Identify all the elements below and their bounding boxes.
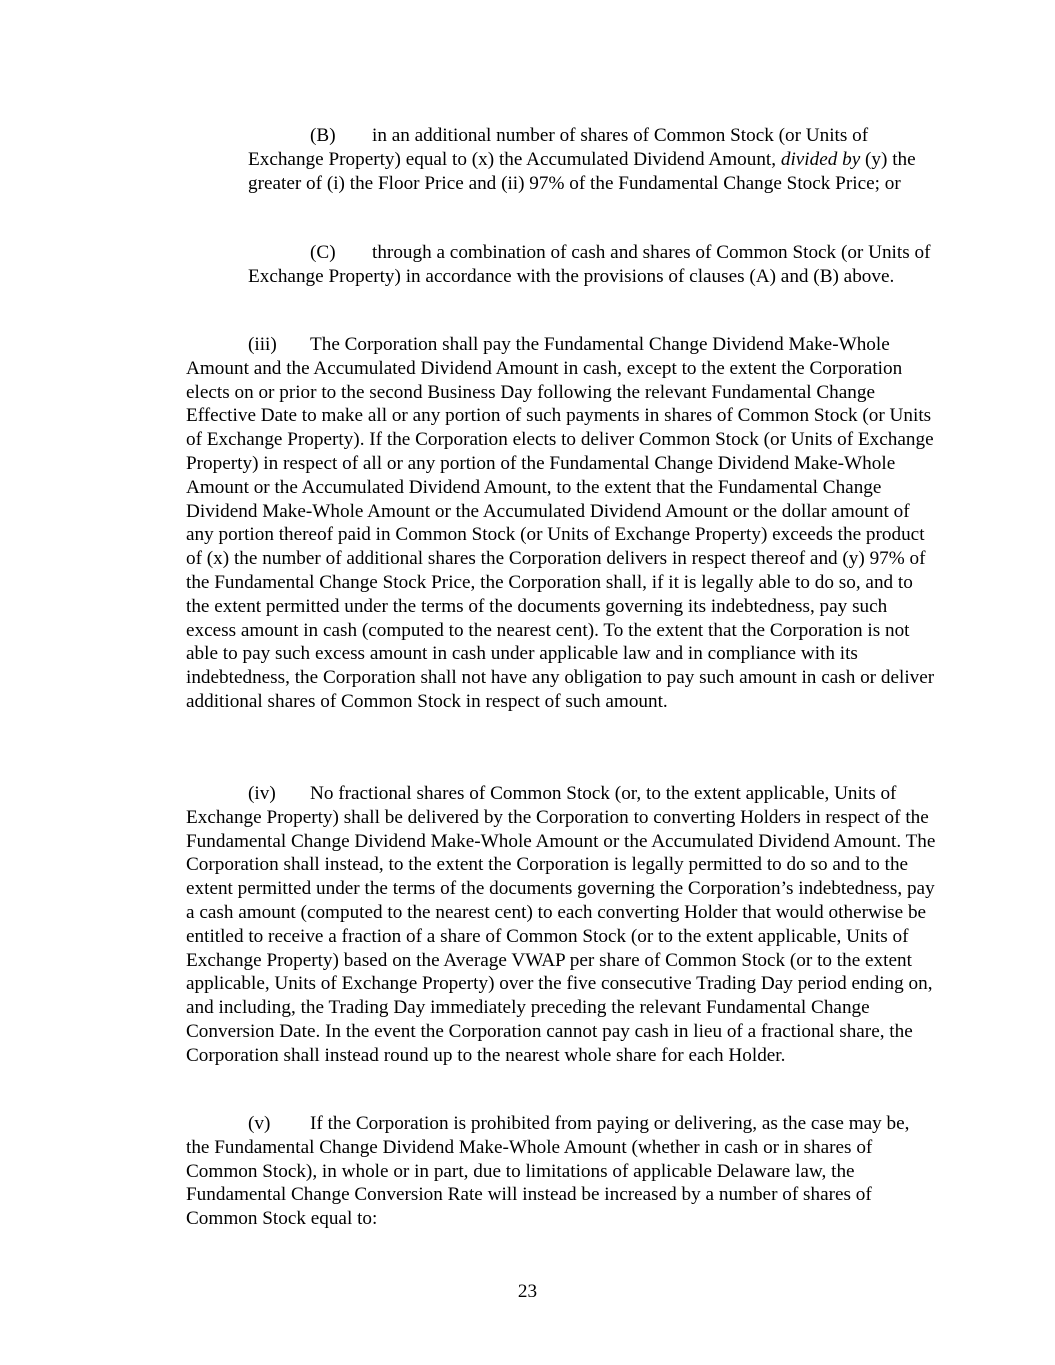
clause-iv-paragraph	[186, 782, 936, 1068]
clause-v-paragraph	[186, 1112, 936, 1231]
clause-v-marker: (v)	[248, 1113, 271, 1134]
clause-iii-marker: (iii)	[248, 334, 277, 355]
clause-b-italic: divided by	[780, 148, 861, 170]
clause-b-text-after: (y) the greater of (i) the Floor Price and (ii) 97% of the Fundamental Change Stock Price; or	[248, 148, 916, 194]
clause-b-text-before: in an additional number of shares of Common Stock (or Units of Exchange Property) equal to (x) the Accumulated Dividend Amount,	[248, 125, 869, 170]
page-number: 23	[517, 1281, 538, 1302]
clause-iii-paragraph	[186, 333, 936, 714]
clause-b-paragraph	[248, 124, 932, 195]
clause-b-marker: (B)	[310, 125, 336, 146]
clause-iii-text: The Corporation shall pay the Fundamental Change Dividend Make-Whole Amount and the Accumulated Dividend Amount in cash, except to the extent the Corporation elects on or prior to the second Business Day following the relevant Fundamental Change Effective Date to make all or any portion of such payments in shares of Common Stock (or Units of Exchange Property). If the Corporation elects to deliver Common Stock (or Units of Exchange Property) in respect of all or any portion of the Fundamental Change Dividend Make-Whole Amount or the Accumulated Dividend Amount, to the extent that the Fundamental Change Dividend Make-Whole Amount or the Accumulated Dividend Amount or the dollar amount of any portion thereof paid in Common Stock (or Units of Exchange Property) exceeds the product of (x) the number of additional shares the Corporation delivers in respect thereof and (y) 97% of the Fundamental Change Stock Price, the Corporation shall, if it is legally able to do so, and to the extent permitted under the terms of the documents governing its indebtedness, pay such excess amount in cash (computed to the nearest cent). To the extent that the Corporation is not able to pay such excess amount in cash under applicable law and in compliance with its indebtedness, the Corporation shall not have any obligation to pay such amount in cash or deliver additional shares of Common Stock in respect of such amount.	[186, 334, 935, 712]
clause-c-text: through a combination of cash and shares of Common Stock (or Units of Exchange Property) in accordance with the provisions of clauses (A) and (B) above.	[248, 242, 931, 287]
clause-iv-marker: (iv)	[248, 783, 276, 804]
clause-c-marker: (C)	[310, 242, 336, 263]
clause-iv-text: No fractional shares of Common Stock (or, to the extent applicable, Units of Exchange Property) shall be delivered by the Corporation to converting Holders in respect of the Fundamental Change Dividend Make-Whole Amount or the Accumulated Dividend Amount. The Corporation shall instead, to the extent the Corporation is legally permitted to do so and to the extent permitted under the terms of the documents governing the Corporation’s indebtedness, pay a cash amount (computed to the nearest cent) to each converting Holder that would otherwise be entitled to receive a fraction of a share of Common Stock (or to the extent applicable, Units of Exchange Property) based on the Average VWAP per share of Common Stock (or to the extent applicable, Units of Exchange Property) over the five consecutive Trading Day period ending on, and including, the Trading Day immediately preceding the relevant Fundamental Change Conversion Date. In the event the Corporation cannot pay cash in lieu of a fractional share, the Corporation shall instead round up to the nearest whole share for each Holder.	[186, 783, 936, 1066]
clause-v-text: If the Corporation is prohibited from paying or delivering, as the case may be, the Fundamental Change Dividend Make-Whole Amount (whether in cash or in shares of Common Stock), in whole or in part, due to limitations of applicable Delaware law, the Fundamental Change Conversion Rate will instead be increased by a number of shares of Common Stock equal to:	[186, 1113, 910, 1230]
clause-c-paragraph	[248, 241, 932, 289]
